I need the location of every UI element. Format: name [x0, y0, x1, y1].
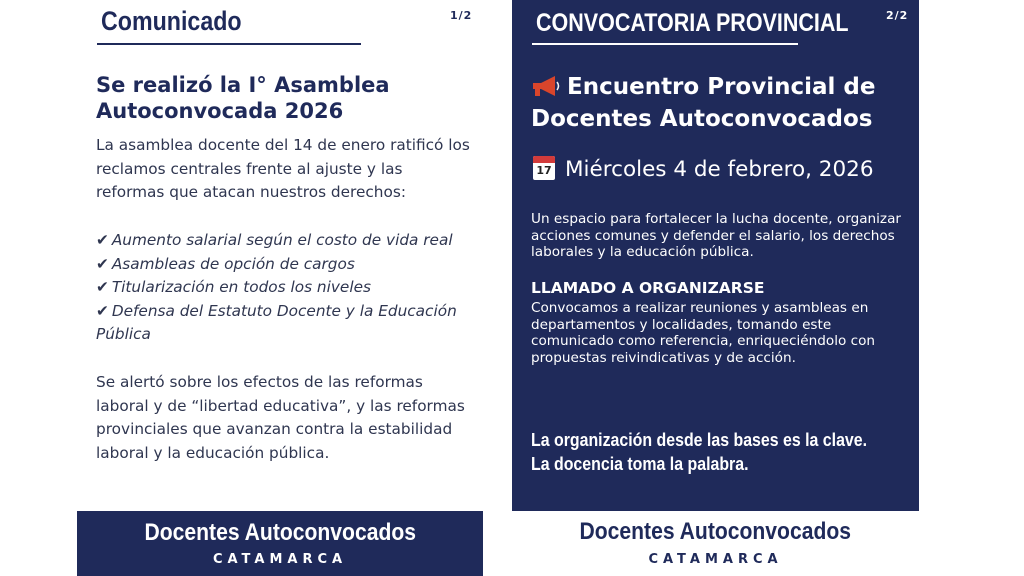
footer-brand-name: Docentes Autoconvocados	[579, 518, 852, 545]
call-heading: LLAMADO A ORGANIZARSE	[531, 279, 765, 297]
event-date: 17 Miércoles 4 de febrero, 2026	[533, 156, 874, 182]
check-icon: ✔	[96, 231, 109, 249]
megaphone-icon	[531, 75, 561, 105]
calendar-icon: 17	[533, 156, 555, 180]
closing-statement: La organización desde las bases es la clave. La docencia toma la palabra.	[531, 429, 868, 474]
list-item: ✔ Defensa del Estatuto Docente y la Educación Pública	[96, 301, 457, 343]
right-slide	[512, 0, 919, 576]
list-item: ✔ Titularización en todos los niveles	[96, 278, 371, 296]
check-icon: ✔	[96, 278, 109, 296]
list-item: ✔ Aumento salarial según el costo de vida real	[96, 231, 453, 249]
demands-list	[96, 229, 476, 347]
left-footer	[77, 511, 483, 576]
left-slide	[77, 0, 483, 576]
right-page-number: 2/2	[886, 9, 909, 22]
right-header-divider	[532, 43, 798, 45]
left-title: Se realizó la I° Asamblea Autoconvocada 2026	[96, 73, 390, 123]
footer-brand-name: Docentes Autoconvocados	[144, 519, 416, 546]
right-title: Encuentro Provincial de Docentes Autoconvocados	[531, 74, 876, 132]
left-closing: Se alertó sobre los efectos de las reformas laboral y de “libertad educativa”, y las reformas provinciales que avanzan contra la estabilidad laboral y la educación pública.	[96, 373, 465, 462]
left-page-number: 1/2	[450, 9, 473, 22]
right-header: CONVOCATORIA PROVINCIAL	[536, 9, 849, 37]
left-header: Comunicado	[101, 6, 242, 36]
footer-location: CATAMARCA	[212, 552, 348, 567]
call-text: Convocamos a realizar reuniones y asambleas en departamentos y localidades, tomando este comunicado como referencia, enriqueciéndolo con propuestas reivindicativas y de acción.	[531, 300, 876, 366]
left-intro: La asamblea docente del 14 de enero ratificó los reclamos centrales frente al ajuste y las reformas que atacan nuestros derechos:	[96, 136, 470, 201]
event-description: Un espacio para fortalecer la lucha docente, organizar acciones comunes y defender el salario, los derechos laborales y la educación pública.	[531, 211, 901, 261]
list-item: ✔ Asambleas de opción de cargos	[96, 254, 355, 273]
footer-location: CATAMARCA	[648, 552, 783, 567]
left-header-divider	[97, 43, 361, 45]
check-icon: ✔	[96, 301, 109, 320]
check-icon: ✔	[96, 254, 109, 273]
